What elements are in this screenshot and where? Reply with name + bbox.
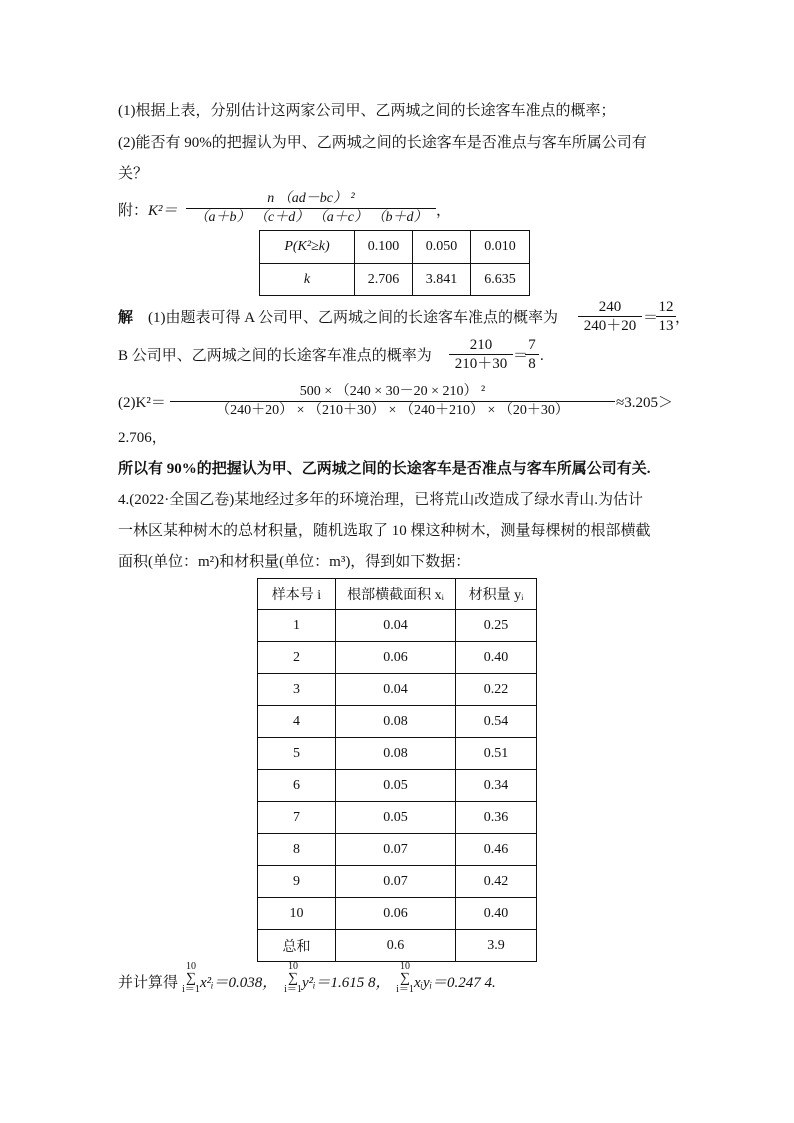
table-cell: 0.08 xyxy=(336,738,456,770)
table-row xyxy=(258,930,537,962)
fraction-a-raw xyxy=(578,298,642,335)
solution-line1: (1)由题表可得 A 公司甲、乙两城之间的长途客车准点的概率为 xyxy=(148,310,558,326)
fraction-numerator: 240 xyxy=(578,298,642,317)
table-cell: 0.07 xyxy=(336,834,456,866)
fraction-a-result xyxy=(656,298,676,335)
table-cell: 0.22 xyxy=(456,674,537,706)
fraction-denominator: 210＋30 xyxy=(454,356,508,372)
formula-denominator: （a＋b） （c＋d） （a＋c） （b＋d） xyxy=(194,210,428,225)
table-cell: 总和 xyxy=(258,930,336,962)
table-row xyxy=(258,898,537,930)
table-cell: 0.40 xyxy=(456,642,537,674)
table-cell: 0.04 xyxy=(336,610,456,642)
fraction-numerator: 210 xyxy=(449,336,513,355)
q4-line1: 4.(2022·全国乙卷)某地经过多年的环境治理，已将荒山改造成了绿水青山.为估计 xyxy=(118,492,643,508)
table-cell: 7 xyxy=(258,802,336,834)
table-cell: 0.08 xyxy=(336,706,456,738)
sigma-glyph: ∑ xyxy=(186,971,196,986)
table-row xyxy=(258,770,537,802)
sum-lower-limit: i＝1 xyxy=(284,984,302,995)
sum-symbol xyxy=(182,962,200,995)
table-cell: 0.100 xyxy=(355,231,413,264)
table-cell: 0.34 xyxy=(456,770,537,802)
header-cell: 材积量 yᵢ xyxy=(456,579,537,610)
equals-sign: ＝ xyxy=(643,310,659,326)
fraction-denominator: （240＋20） × （210＋30） × （240＋210） × （20＋30） xyxy=(216,403,569,418)
critical-value-table xyxy=(259,230,530,296)
table-row xyxy=(258,834,537,866)
table-cell: 0.05 xyxy=(336,802,456,834)
table-cell: 3.9 xyxy=(456,930,537,962)
sum1-expression: x²ᵢ＝0.038， xyxy=(200,975,278,991)
table-cell: 3 xyxy=(258,674,336,706)
table-cell: 0.06 xyxy=(336,898,456,930)
fraction-b-result xyxy=(525,336,539,373)
sum3-expression: xᵢyᵢ＝0.247 4. xyxy=(414,975,496,991)
table-cell: 8 xyxy=(258,834,336,866)
table-cell: 0.05 xyxy=(336,770,456,802)
table-cell: 0.54 xyxy=(456,706,537,738)
table-cell: 3.841 xyxy=(413,264,471,296)
fraction-denominator: 240＋20 xyxy=(583,318,637,334)
table-cell: 0.42 xyxy=(456,866,537,898)
table-cell: 0.51 xyxy=(456,738,537,770)
table-row xyxy=(260,231,530,264)
table-row xyxy=(258,642,537,674)
table-cell: k xyxy=(260,264,355,296)
sum-lower-limit: i＝1 xyxy=(396,984,414,995)
table-cell: 0.46 xyxy=(456,834,537,866)
q3-part1: (1)根据上表，分别估计这两家公司甲、乙两城之间的长途客车准点的概率； xyxy=(118,103,616,119)
calc-prefix: 并计算得 xyxy=(118,975,179,991)
table-header-row xyxy=(258,579,537,610)
table-cell: 1 xyxy=(258,610,336,642)
formula-fraction xyxy=(186,190,436,227)
table-cell: 0.06 xyxy=(336,642,456,674)
fraction-numerator: 500 × （240 × 30－20 × 210） ² xyxy=(170,383,615,402)
header-cell: 根部横截面积 xᵢ xyxy=(336,579,456,610)
fraction-numerator: 12 xyxy=(656,298,676,317)
table-cell: 6 xyxy=(258,770,336,802)
table-cell: 9 xyxy=(258,866,336,898)
q4-line3: 面积(单位：m²)和材积量(单位：m³)，得到如下数据： xyxy=(118,554,471,570)
table-row xyxy=(258,674,537,706)
table-cell: 0.050 xyxy=(413,231,471,264)
comma: ， xyxy=(675,310,691,326)
table-cell: 0.40 xyxy=(456,898,537,930)
sigma-glyph: ∑ xyxy=(400,971,410,986)
table-cell: 10 xyxy=(258,898,336,930)
conclusion: 所以有 90%的把握认为甲、乙两城之间的长途客车是否准点与客车所属公司有关. xyxy=(118,461,651,477)
table-row xyxy=(258,738,537,770)
table-row xyxy=(260,264,530,296)
header-cell: 样本号 i xyxy=(258,579,336,610)
approx-value-cont: 2.706， xyxy=(118,430,167,446)
table-cell: 0.04 xyxy=(336,674,456,706)
table-cell: 0.07 xyxy=(336,866,456,898)
table-cell: 2 xyxy=(258,642,336,674)
chi-square-fraction xyxy=(170,383,615,420)
chi-square-lhs: (2)K²＝ xyxy=(118,395,166,411)
sum-upper-limit: 10 xyxy=(400,961,410,972)
table-cell: 0.25 xyxy=(456,610,537,642)
table-row xyxy=(258,706,537,738)
tree-data-table xyxy=(257,578,537,962)
formula-tail: ， xyxy=(436,203,452,219)
sum-upper-limit: 10 xyxy=(186,961,196,972)
sum-lower-limit: i＝1 xyxy=(182,984,200,995)
table-cell: 5 xyxy=(258,738,336,770)
period: . xyxy=(540,348,544,364)
formula-prefix: 附： xyxy=(118,203,149,219)
formula-numerator: n （ad－bc） ² xyxy=(186,190,436,209)
approx-value: ≈3.205＞ xyxy=(616,395,673,411)
sum2-expression: y²ᵢ＝1.615 8， xyxy=(302,975,391,991)
formula-lhs: K²＝ xyxy=(148,203,178,219)
table-cell: 0.6 xyxy=(336,930,456,962)
table-cell: 4 xyxy=(258,706,336,738)
fraction-denominator: 8 xyxy=(528,356,536,372)
q3-part2-line2: 关？ xyxy=(118,166,149,182)
table-cell: 6.635 xyxy=(471,264,530,296)
q4-line2: 一林区某种树木的总材积量，随机选取了 10 棵这种树木，测量每棵树的根部横截 xyxy=(118,523,651,539)
table-cell: 2.706 xyxy=(355,264,413,296)
table-cell: P(K²≥k) xyxy=(260,231,355,264)
equals-sign: ＝ xyxy=(513,348,529,364)
sum-upper-limit: 10 xyxy=(288,961,298,972)
table-row xyxy=(258,866,537,898)
table-row xyxy=(258,610,537,642)
sigma-glyph: ∑ xyxy=(288,971,298,986)
table-cell: 0.36 xyxy=(456,802,537,834)
fraction-b-raw xyxy=(449,336,513,373)
table-row xyxy=(258,802,537,834)
q3-part2-line1: (2)能否有 90%的把握认为甲、乙两城之间的长途客车是否准点与客车所属公司有 xyxy=(118,135,647,151)
solution-line2: B 公司甲、乙两城之间的长途客车准点的概率为 xyxy=(118,348,432,364)
table-cell: 0.010 xyxy=(471,231,530,264)
sum-symbol xyxy=(284,962,302,995)
solution-label: 解 xyxy=(118,310,134,326)
fraction-denominator: 13 xyxy=(658,318,674,334)
fraction-numerator: 7 xyxy=(525,336,539,355)
sum-symbol xyxy=(396,962,414,995)
